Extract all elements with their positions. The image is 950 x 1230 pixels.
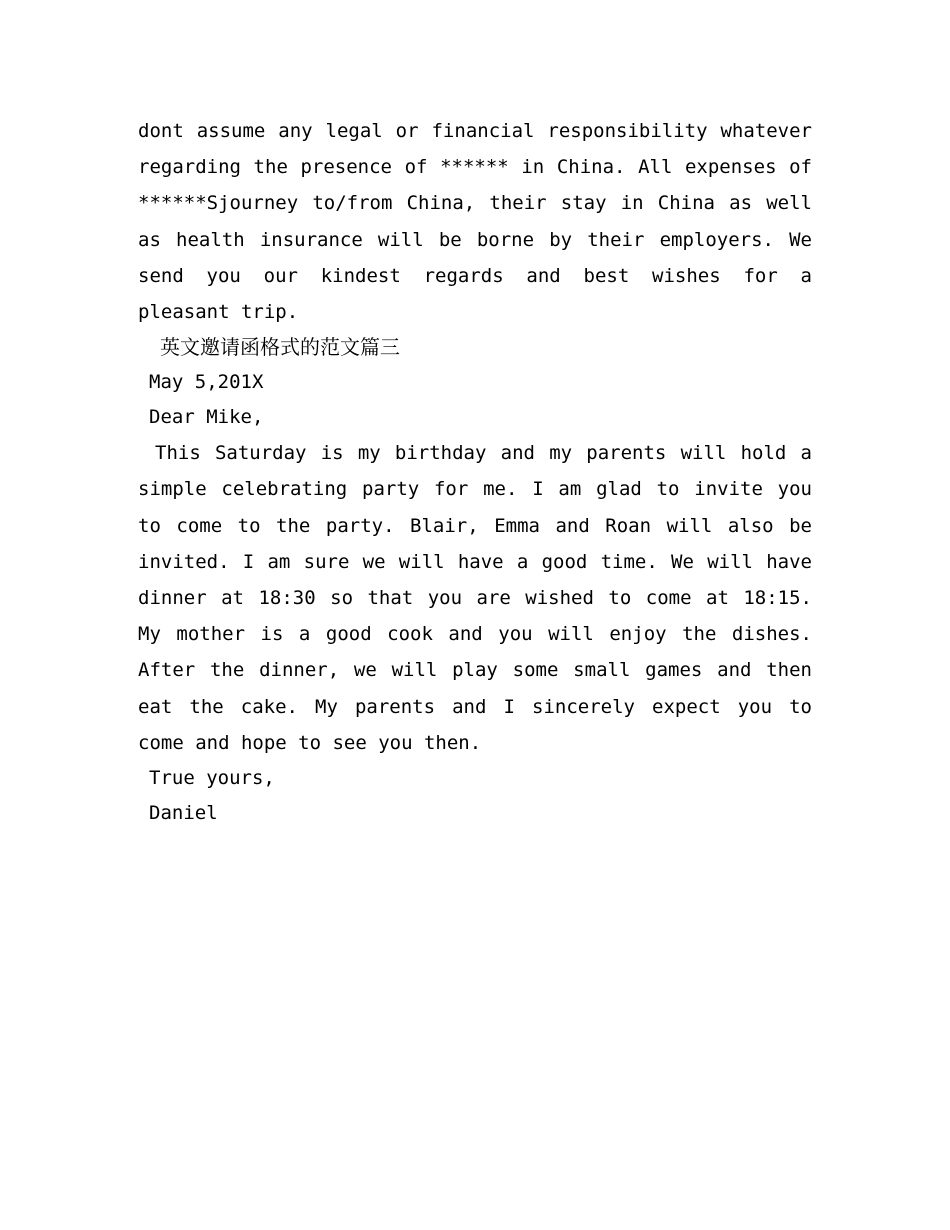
section-heading: 英文邀请函格式的范文篇三 — [160, 335, 400, 360]
letter-date: May 5,201X — [149, 371, 264, 394]
letter-body — [138, 435, 812, 761]
letter-salutation: Dear Mike, — [149, 406, 264, 429]
letter-body-text: This Saturday is my birthday and my parents will hold a simple celebrating party for me. I am glad to invite you to come to the party. Blair, Emma and Roan will also be invited. I am sure we will have a good time. We will have dinner at 18:30 so that you are wished to come at 18:15. My mother is a good cook and you will enjoy the dishes. After the dinner, we will play some small games and then eat the cake. My parents and I sincerely expect you to come and hope to see you then. — [138, 442, 812, 754]
letter-signature: Daniel — [149, 802, 218, 825]
document-page — [138, 113, 812, 831]
continued-paragraph: dont assume any legal or financial responsibility whatever regarding the presence of ****** in China. All expenses of ******Sjourney to/from China, their stay in China as well as health insurance will be borne by their employers. We send you our kindest regards and best wishes for a pleasant trip. — [138, 120, 812, 324]
letter-closing: True yours, — [149, 767, 275, 790]
